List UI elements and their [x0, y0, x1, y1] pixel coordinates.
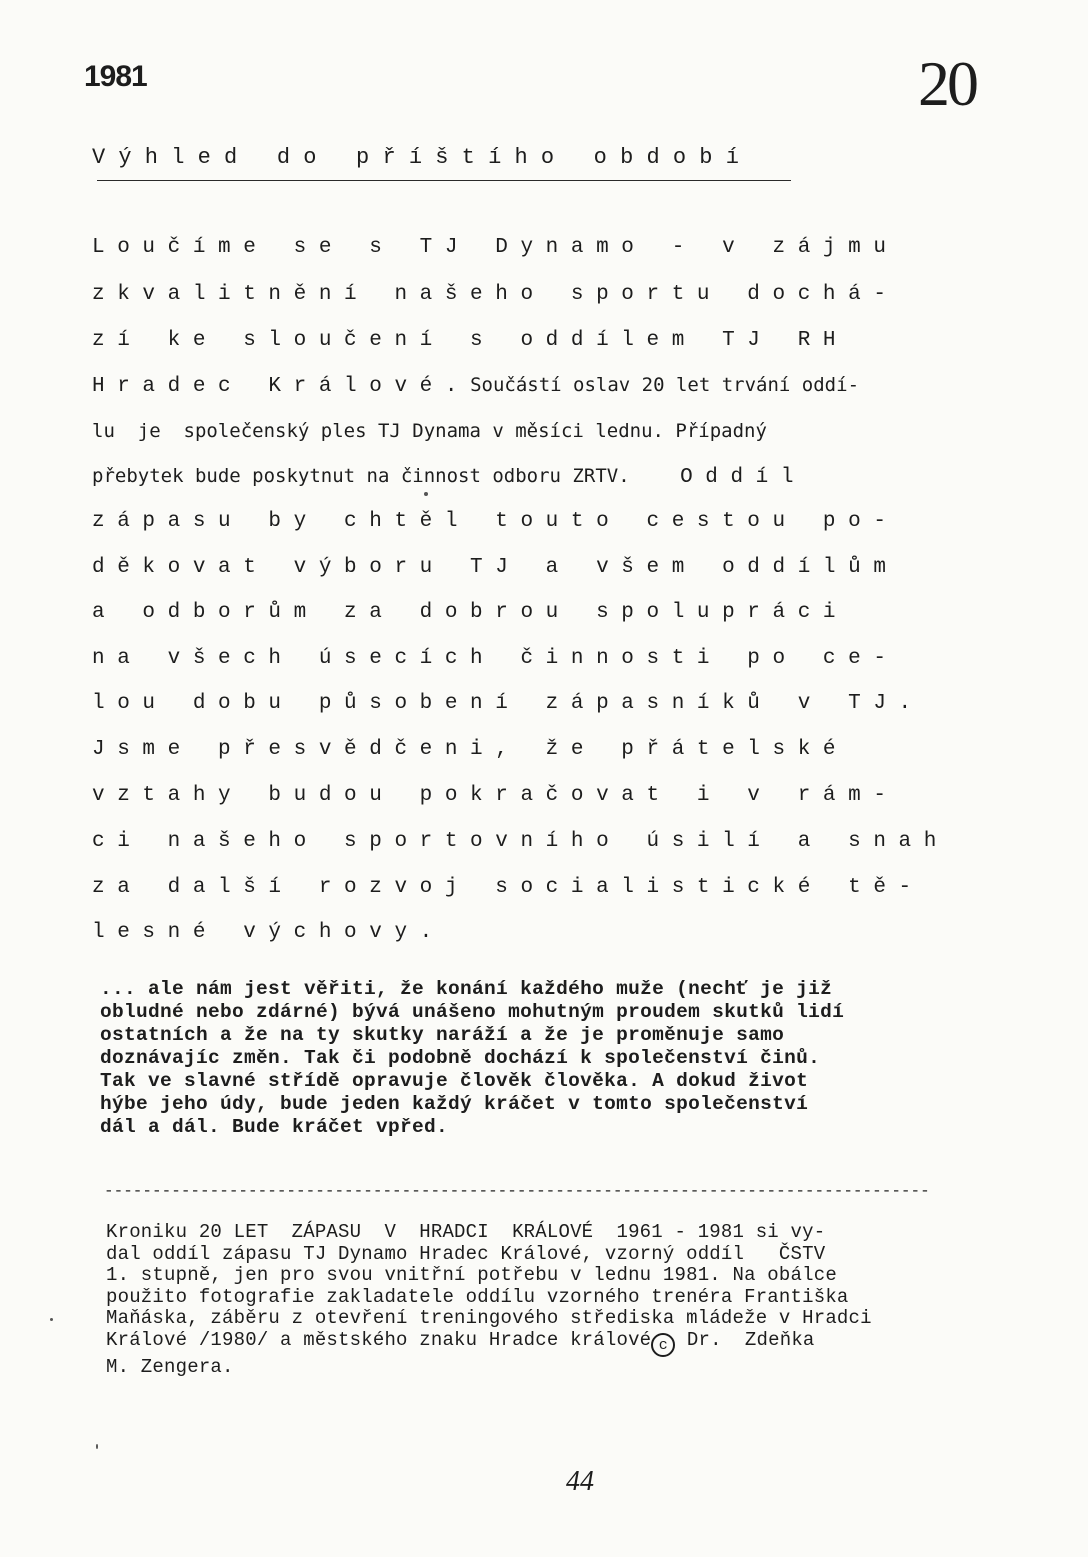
body-line: lu je společenský ples TJ Dynama v měsíci lednu. Případný [92, 420, 767, 442]
quote-block: ... ale nám jest věřiti, že konání každého muže (nechť je již obludné nebo zdárné) bývá unášeno mohutným proudem skutků lidí ostatních a že na ty skutky naráží a že je proměnuje samo doznávajíc změn. Tak či podobně dochází k společenství činů. Tak ve slavné střídě opravuje člověk člověka. A dokud život hýbe jeho údy, bude jeden každý kráčet v tomto společenství dál a dál. Bude kráčet vpřed. [100, 978, 845, 1138]
body-line: d ě k o v a t v ý b o r u T J a v š e m o d d í l ů m [92, 556, 886, 579]
body-line: Součástí oslav 20 let trvání oddí- [470, 374, 860, 396]
paper-speck [50, 1318, 53, 1321]
heading-underline [97, 180, 791, 181]
section-heading: V ý h l e d d o p ř í š t í h o o b d o b í [92, 145, 739, 170]
body-line: l e s n é v ý c h o v y . [92, 921, 433, 944]
separator-line: -------------------------------------------------------------------------------------- [104, 1182, 930, 1200]
colophon-text: Kroniku 20 LET ZÁPASU V HRADCI KRÁLOVÉ 1961 - 1981 si vy- dal oddíl zápasu TJ Dynamo Hradec Králové, vzorný oddíl ČSTV 1. stupně, jen pro svou vnitřní potřebu v lednu 1981. Na obálce použito fotografie zakladatele oddílu vzorného trenéra Františka Maňáska, záběru z otevření treningového střediska mládeže v Hradci Králové /1980/ a městského znaku Hradce králové [106, 1221, 872, 1351]
body-line-mixed [92, 418, 767, 446]
paper-speck [96, 1444, 98, 1449]
body-line: O d d í l [680, 466, 794, 489]
year-label: 1981 [84, 60, 147, 93]
body-line: z k v a l i t n ě n í n a š e h o s p o r t u d o c h á - [92, 283, 886, 306]
copyright-icon: c [651, 1333, 675, 1357]
body-line: z á p a s u b y c h t ě l t o u t o c e s t o u p o - [92, 510, 886, 533]
body-line: z í k e s l o u č e n í s o d d í l e m T J R H [92, 329, 836, 352]
body-line: L o u č í m e s e s T J D y n a m o - v z á j m u [92, 236, 886, 259]
chapter-number: 20 [918, 48, 976, 119]
body-line: a o d b o r ů m z a d o b r o u s p o l u p r á c i [92, 601, 836, 624]
page-number: 44 [566, 1466, 594, 1497]
body-line: H r a d e c K r á l o v é . [92, 375, 458, 398]
paper-speck [424, 492, 428, 496]
body-line-mixed [92, 372, 859, 400]
body-line: přebytek bude poskytnut na činnost odboru ZRTV. [92, 465, 630, 487]
colophon [106, 1222, 1016, 1378]
body-line: v z t a h y b u d o u p o k r a č o v a t i v r á m - [92, 784, 886, 807]
body-line: J s m e p ř e s v ě d č e n i , ž e p ř á t e l s k é [92, 738, 836, 761]
body-line: l o u d o b u p ů s o b e n í z á p a s n í k ů v T J . [92, 692, 912, 715]
body-line: n a v š e c h ú s e c í c h č i n n o s t i p o c e - [92, 647, 886, 670]
body-line: z a d a l š í r o z v o j s o c i a l i s t i c k é t ě - [92, 876, 912, 899]
body-line-mixed [92, 463, 793, 491]
colophon-author: Dr. Zdeňka M. Zengera. [106, 1328, 815, 1378]
body-line: c i n a š e h o s p o r t o v n í h o ú s i l í a s n a h [92, 830, 937, 853]
